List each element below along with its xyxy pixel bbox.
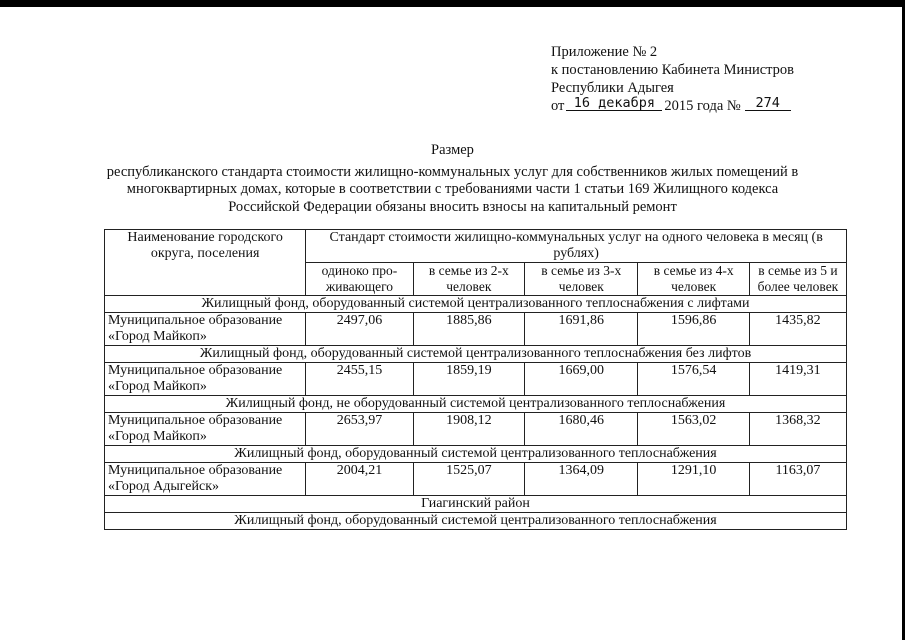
value-family-5-plus: 1368,32 (749, 413, 846, 446)
value-family-4: 1563,02 (638, 413, 749, 446)
value-family-3: 1680,46 (525, 413, 638, 446)
district-title: Гиагинский район (105, 496, 847, 513)
value-single: 2455,15 (306, 363, 413, 396)
section-title: Жилищный фонд, оборудованный системой централизованного теплоснабжения (105, 513, 847, 530)
value-single: 2653,97 (306, 413, 413, 446)
subheader-family-5-plus: в семье из 5 и более человек (749, 263, 846, 296)
title-line-1: республиканского стандарта стоимости жилищно-коммунальных услуг для собственников жилых помещений в (106, 163, 799, 180)
value-family-2: 1885,86 (413, 313, 524, 346)
value-family-4: 1291,10 (638, 463, 749, 496)
annex-from-label: от (551, 98, 565, 114)
header-standard-column: Стандарт стоимости жилищно-коммунальных услуг на одного человека в месяц (в рублях) (306, 230, 847, 263)
annex-number-handwritten: 274 (745, 97, 791, 111)
section-title: Жилищный фонд, не оборудованный системой централизованного теплоснабжения (105, 396, 847, 413)
table-row (105, 413, 847, 446)
subheader-family-2: в семье из 2-х человек (413, 263, 524, 296)
section-title: Жилищный фонд, оборудованный системой централизованного теплоснабжения без лифтов (105, 346, 847, 363)
table-row (105, 313, 847, 346)
section-row (105, 446, 847, 463)
municipality-name: Муниципальное образование «Город Адыгейск» (105, 463, 306, 496)
value-family-5-plus: 1419,31 (749, 363, 846, 396)
section-title: Жилищный фонд, оборудованный системой централизованного теплоснабжения (105, 446, 847, 463)
subheader-family-3: в семье из 3-х человек (525, 263, 638, 296)
municipality-name: Муниципальное образование «Город Майкоп» (105, 363, 306, 396)
subheader-family-4: в семье из 4-х человек (638, 263, 749, 296)
document-title (90, 142, 815, 216)
value-single: 2004,21 (306, 463, 413, 496)
title-line-3: Российской Федерации обязаны вносить взносы на капитальный ремонт (228, 198, 677, 215)
annex-line-3: Республики Адыгея (551, 80, 674, 96)
title-line-2: многоквартирных домах, которые в соответствии с требованиями части 1 статьи 169 Жилищного кодекса (126, 181, 779, 197)
annex-header (551, 43, 794, 115)
value-family-4: 1576,54 (638, 363, 749, 396)
annex-date-handwritten: 16 декабря (566, 97, 662, 111)
value-family-2: 1859,19 (413, 363, 524, 396)
scan-top-edge (0, 0, 905, 7)
value-family-3: 1669,00 (525, 363, 638, 396)
municipality-name: Муниципальное образование «Город Майкоп» (105, 413, 306, 446)
table-row (105, 463, 847, 496)
annex-date-line (551, 97, 794, 115)
value-family-2: 1525,07 (413, 463, 524, 496)
annex-year-text: 2015 года № (664, 98, 741, 114)
value-family-2: 1908,12 (413, 413, 524, 446)
annex-line-1: Приложение № 2 (551, 44, 658, 60)
value-family-5-plus: 1435,82 (749, 313, 846, 346)
table-header-row (105, 230, 847, 263)
section-row (105, 513, 847, 530)
value-family-4: 1596,86 (638, 313, 749, 346)
section-row (105, 346, 847, 363)
subheader-single: одиноко про-живающего (306, 263, 413, 296)
value-family-5-plus: 1163,07 (749, 463, 846, 496)
value-single: 2497,06 (306, 313, 413, 346)
table-row (105, 363, 847, 396)
annex-line-2: к постановлению Кабинета Министров (551, 62, 795, 78)
section-row (105, 296, 847, 313)
section-title: Жилищный фонд, оборудованный системой централизованного теплоснабжения с лифтами (105, 296, 847, 313)
section-row (105, 396, 847, 413)
district-row (105, 496, 847, 513)
title-heading: Размер (431, 142, 474, 158)
municipality-name: Муниципальное образование «Город Майкоп» (105, 313, 306, 346)
header-name-column: Наименование городского округа, поселения (105, 230, 306, 296)
standards-table (104, 229, 847, 530)
value-family-3: 1691,86 (525, 313, 638, 346)
value-family-3: 1364,09 (525, 463, 638, 496)
